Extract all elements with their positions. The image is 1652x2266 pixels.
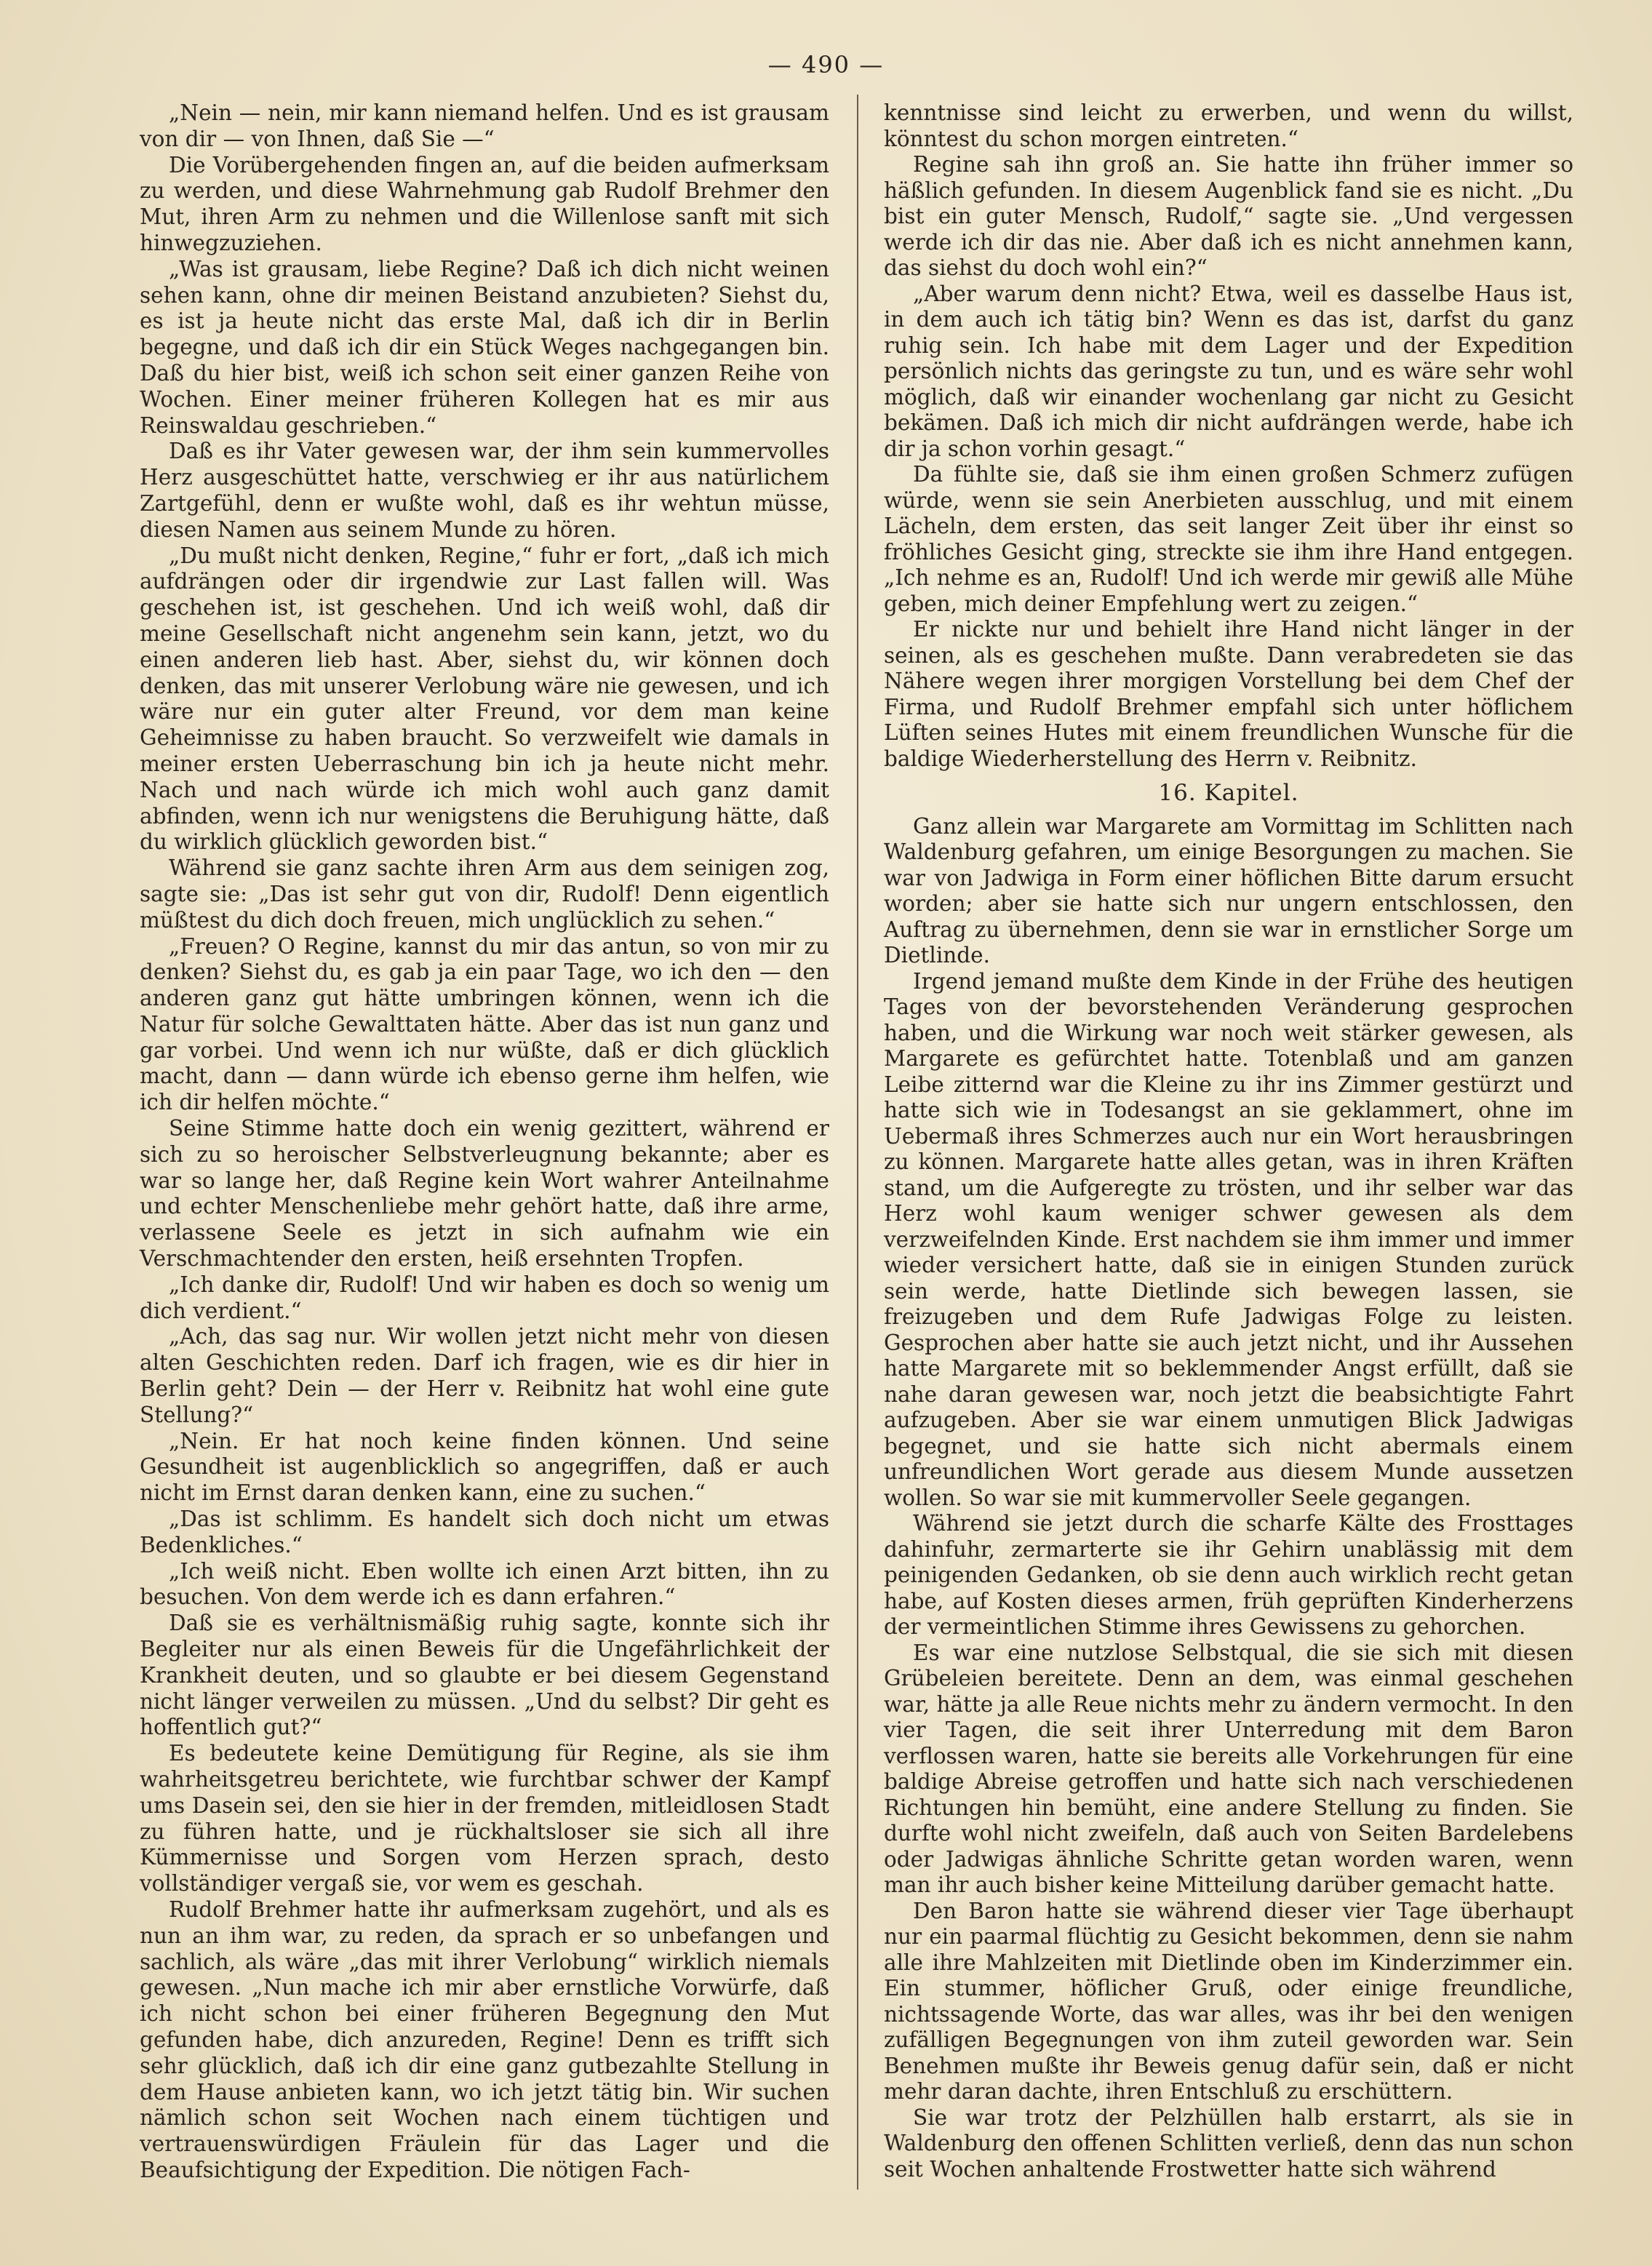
paragraph: Die Vorübergehenden fingen an, auf die beiden aufmerksam zu werden, und diese Wahrnehmung gab Rudolf Brehmer den Mut, ihren Arm zu nehmen und die Willenlose sanft mit sich hinwegzuziehen. [140,152,829,255]
paragraph: „Ach, das sag nur. Wir wollen jetzt nicht mehr von diesen alten Geschichten reden. Darf ich fragen, wie es dir hier in Berlin geht? Dein — der Herr v. Reibnitz hat wohl eine gute Stellung?“ [140,1324,829,1427]
paragraph: „Du mußt nicht denken, Regine,“ fuhr er fort, „daß ich mich aufdrängen oder dir irgendwie zur Last fallen will. Was geschehen ist, ist geschehen. Und ich weiß wohl, daß dir meine Gesellschaft nicht angenehm sein kann, jetzt, wo du einen anderen lieb hast. Aber, siehst du, wir können doch denken, das mit unserer Verlobung wäre nie gewesen, und ich wäre nur ein guter alter Freund, vor dem man keine Geheimnisse zu haben braucht. So verzweifelt wie damals in meiner ersten Ueberraschung bin ich ja heute nicht mehr. Nach und nach würde ich mich wohl auch ganz damit abfinden, wenn ich nur wenigstens die Beruhigung hätte, daß du wirklich glücklich geworden bist.“ [140,543,829,855]
paragraph: „Was ist grausam, liebe Regine? Daß ich dich nicht weinen sehen kann, ohne dir meinen Beistand anzubieten? Siehst du, es ist ja heute nicht das erste Mal, daß ich dir in Berlin begegne, und daß ich dir ein Stück Weges nachgegangen bin. Daß du hier bist, weiß ich schon seit einer ganzen Reihe von Wochen. Einer meiner früheren Kollegen hat es mir aus Reinswaldau geschrieben.“ [140,256,829,438]
paragraph: Rudolf Brehmer hatte ihr aufmerksam zugehört, und als es nun an ihm war, zu reden, da sprach er so unbefangen und sachlich, als wäre „das mit ihrer Verlobung“ wirklich niemals gewesen. „Nun mache ich mir aber ernstliche Vorwürfe, daß ich nicht schon bei einer früheren Begegnung den Mut gefunden habe, dich anzureden, Regine! Denn es trifft sich sehr glücklich, daß ich dir eine ganz gutbezahlte Stellung in dem Hause anbieten kann, wo ich jetzt tätig bin. Wir suchen nämlich schon seit Wochen nach einem tüchtigen und vertrauenswürdigen Fräulein für das Lager und die Beaufsichtigung der Expedition. Die nötigen Fach- [140,1896,829,2182]
paragraph: Irgend jemand mußte dem Kinde in der Frühe des heutigen Tages von der bevorstehenden Veränderung gesprochen haben, und die Wirkung war noch weit stärker gewesen, als Margarete es gefürchtet hatte. Totenblaß und am ganzen Leibe zitternd war die Kleine zu ihr ins Zimmer gestürzt und hatte sich wie in Todesangst an sie geklammert, ohne im Uebermaß ihres Schmerzes auch nur ein Wort herausbringen zu können. Margarete hatte alles getan, was in ihren Kräften stand, um die Aufgeregte zu trösten, und ihr selber war das Herz wohl kaum weniger schwer gewesen als dem verzweifelnden Kinde. Erst nachdem sie ihm immer und immer wieder versichert hatte, daß sie in einigen Stunden zurück sein werde, hatte Dietlinde sich bewegen lassen, sie freizugeben und dem Rufe Jadwigas Folge zu leisten. Gesprochen aber hatte sie auch jetzt nicht, und ihr Aussehen hatte Margarete mit so beklemmender Angst erfüllt, daß sie nahe daran gewesen war, noch jetzt die beabsichtigte Fahrt aufzugeben. Aber sie war einem unmutigen Blick Jadwigas begegnet, und sie hatte sich nicht abermals einem unfreundlichen Wort gerade aus diesem Munde aussetzen wollen. So war sie mit kummervoller Seele gegangen. [884,968,1573,1510]
paragraph: Regine sah ihn groß an. Sie hatte ihn früher immer so häßlich gefunden. In diesem Augenblick fand sie es nicht. „Du bist ein guter Mensch, Rudolf,“ sagte sie. „Und vergessen werde ich dir das nie. Aber daß ich es nicht annehmen kann, das siehst du doch wohl ein?“ [884,152,1573,280]
right-column [884,100,1573,2182]
paragraph: Es war eine nutzlose Selbstqual, die sie sich mit diesen Grübeleien bereitete. Denn an dem, was einmal geschehen war, hätte ja alle Reue nichts mehr zu ändern vermocht. In den vier Tagen, die seit ihrer Unterredung mit dem Baron verflossen waren, hatte sie bereits alle Vorkehrungen für eine baldige Abreise getroffen und hatte sich nach verschiedenen Richtungen hin bemüht, eine andere Stellung zu finden. Sie durfte wohl nicht zweifeln, daß auch von Seiten Bardelebens oder Jadwigas ähnliche Schritte getan worden waren, wenn man ihr auch bisher keine Mitteilung darüber gemacht hatte. [884,1640,1573,1897]
page-number: — 490 — [767,51,885,79]
paragraph: Seine Stimme hatte doch ein wenig gezittert, während er sich zu so heroischer Selbstverleugnung bekannte; aber es war so lange her, daß Regine kein Wort wahrer Anteilnahme und echter Menschenliebe mehr gehört hatte, daß ihre arme, verlassene Seele es jetzt in sich aufnahm wie ein Verschmachtender den ersten, heiß ersehnten Tropfen. [140,1116,829,1272]
paragraph: „Nein. Er hat noch keine finden können. Und seine Gesundheit ist augenblicklich so angegriffen, daß er auch nicht im Ernst daran denken kann, eine zu suchen.“ [140,1428,829,1506]
paragraph: „Nein — nein, mir kann niemand helfen. Und es ist grausam von dir — von Ihnen, daß Sie —“ [140,100,829,151]
paragraph: Er nickte nur und behielt ihre Hand nicht länger in der seinen, als es geschehen mußte. Dann verabredeten sie das Nähere wegen ihrer morgigen Vorstellung bei dem Chef der Firma, und Rudolf Brehmer empfahl sich unter höflichem Lüften seines Hutes mit einem freundlichen Wunsche für die baldige Wiederherstellung des Herrn v. Reibnitz. [884,617,1573,771]
paragraph: Daß sie es verhältnismäßig ruhig sagte, konnte sich ihr Begleiter nur als einen Beweis für die Ungefährlichkeit der Krankheit deuten, und so glaubte er bei diesem Gegenstand nicht länger verweilen zu müssen. „Und du selbst? Dir geht es hoffentlich gut?“ [140,1611,829,1740]
paragraph: Ganz allein war Margarete am Vormittag im Schlitten nach Waldenburg gefahren, um einige Besorgungen zu machen. Sie war von Jadwiga in Form einer höflichen Bitte darum ersucht worden; aber sie hatte sich nur ungern entschlossen, den Auftrag zu übernehmen, denn sie war in ernstlicher Sorge um Dietlinde. [884,813,1573,968]
chapter-heading: 16. Kapitel. [1158,780,1299,806]
paragraph: Während sie jetzt durch die scharfe Kälte des Frosttages dahinfuhr, zermarterte sie ihr Gehirn unablässig mit dem peinigenden Gedanken, ob sie denn auch wirklich recht getan habe, auf Kosten dieses armen, früh geprüften Kinderherzens der vermeintlichen Stimme ihres Gewissens zu gehorchen. [884,1511,1573,1639]
paragraph: Den Baron hatte sie während dieser vier Tage überhaupt nur ein paarmal flüchtig zu Gesicht bekommen, denn sie nahm alle ihre Mahlzeiten mit Dietlinde oben im Kinderzimmer ein. Ein stummer, höflicher Gruß, oder einige freundliche, nichtssagende Worte, das war alles, was ihr bei den wenigen zufälligen Begegnungen von ihm zuteil geworden war. Sein Benehmen mußte ihr Beweis genug dafür sein, daß er nicht mehr daran dachte, ihren Entschluß zu erschüttern. [884,1898,1573,2104]
paragraph: kenntnisse sind leicht zu erwerben, und wenn du willst, könntest du schon morgen eintreten.“ [884,100,1573,151]
paragraph: „Ich weiß nicht. Eben wollte ich einen Arzt bitten, ihn zu besuchen. Von dem werde ich es dann erfahren.“ [140,1558,829,1610]
paragraph: Sie war trotz der Pelzhüllen halb erstarrt, als sie in Waldenburg den offenen Schlitten verließ, denn das nun schon seit Wochen anhaltende Frostwetter hatte sich während [884,2105,1573,2182]
left-column [140,100,829,2184]
column-divider [857,95,858,2190]
paragraph: Daß es ihr Vater gewesen war, der ihm sein kummervolles Herz ausgeschüttet hatte, verschwieg er ihr aus natürlichem Zartgefühl, denn er wußte wohl, daß es ihr wehtun müsse, diesen Namen aus seinem Munde zu hören. [140,439,829,542]
paragraph: „Aber warum denn nicht? Etwa, weil es dasselbe Haus ist, in dem auch ich tätig bin? Wenn es das ist, darfst du ganz ruhig sein. Ich habe mit dem Lager und der Expedition persönlich nichts das geringste zu tun, und es wäre sehr wohl möglich, daß wir einander wochenlang gar nicht zu Gesicht bekämen. Daß ich mich dir nicht aufdrängen werde, habe ich dir ja schon vorhin gesagt.“ [884,281,1573,461]
paragraph: „Ich danke dir, Rudolf! Und wir haben es doch so wenig um dich verdient.“ [140,1272,829,1323]
paragraph: Während sie ganz sachte ihren Arm aus dem seinigen zog, sagte sie: „Das ist sehr gut von dir, Rudolf! Denn eigentlich müßtest du dich doch freuen, mich unglücklich zu sehen.“ [140,855,829,933]
paragraph: „Freuen? O Regine, kannst du mir das antun, so von mir zu denken? Siehst du, es gab ja ein paar Tage, wo ich den — den anderen ganz gut hätte umbringen können, wenn ich die Natur für solche Gewalttaten hätte. Aber das ist nun ganz und gar vorbei. Und wenn ich nur wüßte, daß er dich glücklich macht, dann — dann würde ich ebenso gerne ihm helfen, wie ich dir helfen möchte.“ [140,933,829,1115]
paragraph: Es bedeutete keine Demütigung für Regine, als sie ihm wahrheitsgetreu berichtete, wie furchtbar schwer der Kampf ums Dasein sei, den sie hier in der fremden, mitleidlosen Stadt zu führen hatte, und je rückhaltsloser sie sich all ihre Kümmernisse und Sorgen vom Herzen sprach, desto vollständiger vergaß sie, vor wem es geschah. [140,1741,829,1896]
paragraph: Da fühlte sie, daß sie ihm einen großen Schmerz zufügen würde, wenn sie sein Anerbieten ausschlug, und mit einem Lächeln, dem ersten, das seit langer Zeit über ihr einst so fröhliches Gesicht ging, streckte sie ihm ihre Hand entgegen. „Ich nehme es an, Rudolf! Und ich werde mir gewiß alle Mühe geben, mich deiner Empfehlung wert zu zeigen.“ [884,462,1573,616]
paragraph: „Das ist schlimm. Es handelt sich doch nicht um etwas Bedenkliches.“ [140,1507,829,1557]
